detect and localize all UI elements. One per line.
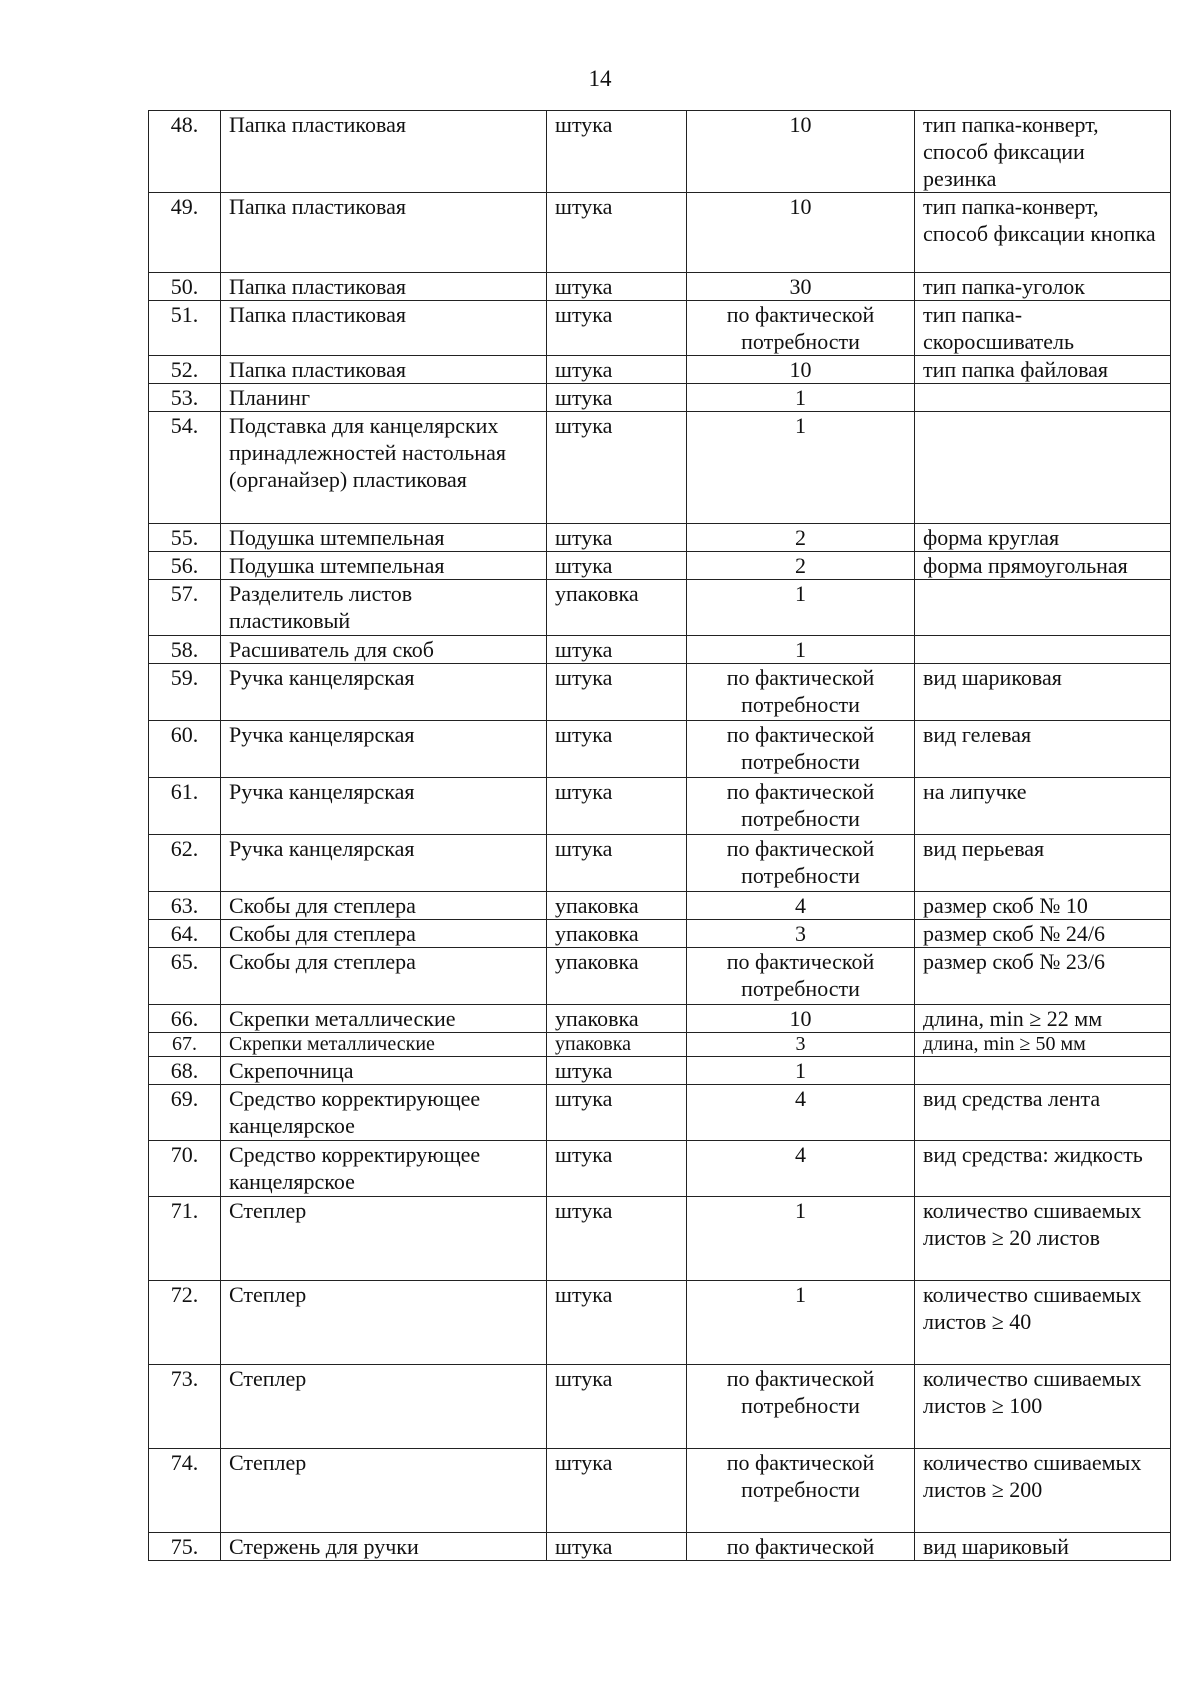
table-row [149,892,1171,920]
table-row [149,273,1171,301]
table-row [149,835,1171,892]
item-characteristics: количество сшиваемых листов ≥ 40 [915,1281,1171,1365]
row-number: 59. [149,664,221,721]
table-row [149,1057,1171,1085]
row-number: 53. [149,384,221,412]
item-characteristics: на липучке [915,778,1171,835]
item-unit: штука [547,1533,687,1561]
item-name: Ручка канцелярская [221,835,547,892]
table-row [149,920,1171,948]
item-unit: штука [547,1365,687,1449]
item-quantity: 1 [687,384,915,412]
table-row [149,1449,1171,1533]
item-unit: штука [547,412,687,524]
item-characteristics [915,580,1171,636]
item-name: Средство корректирующее канцелярское [221,1085,547,1141]
row-number: 69. [149,1085,221,1141]
row-number: 56. [149,552,221,580]
item-name: Разделитель листов пластиковый [221,580,547,636]
item-unit: штука [547,1197,687,1281]
row-number: 62. [149,835,221,892]
item-characteristics: длина, min ≥ 22 мм [915,1005,1171,1033]
item-characteristics: вид перьевая [915,835,1171,892]
item-characteristics [915,1057,1171,1085]
item-name: Скрепки металлические [221,1033,547,1057]
row-number: 67. [149,1033,221,1057]
table-row [149,111,1171,193]
item-name: Степлер [221,1449,547,1533]
item-name: Ручка канцелярская [221,664,547,721]
item-characteristics: размер скоб № 10 [915,892,1171,920]
item-quantity: 10 [687,356,915,384]
row-number: 70. [149,1141,221,1197]
item-name: Скобы для степлера [221,892,547,920]
item-unit: штука [547,1085,687,1141]
item-name: Папка пластиковая [221,301,547,356]
table-row [149,636,1171,664]
table-row [149,1533,1171,1561]
item-characteristics: вид средства лента [915,1085,1171,1141]
table-row [149,301,1171,356]
item-name: Планинг [221,384,547,412]
table-row [149,721,1171,778]
row-number: 49. [149,193,221,273]
page-number: 14 [588,66,612,91]
item-quantity: 10 [687,193,915,273]
item-quantity: 10 [687,1005,915,1033]
item-name: Ручка канцелярская [221,778,547,835]
row-number: 55. [149,524,221,552]
row-number: 48. [149,111,221,193]
item-characteristics: тип папка-уголок [915,273,1171,301]
item-unit: штука [547,301,687,356]
item-unit: штука [547,193,687,273]
item-quantity: по фактической потребности [687,948,915,1005]
row-number: 71. [149,1197,221,1281]
table-row [149,524,1171,552]
item-characteristics: форма круглая [915,524,1171,552]
item-unit: штука [547,356,687,384]
item-unit: штука [547,636,687,664]
item-characteristics: вид гелевая [915,721,1171,778]
table-row [149,384,1171,412]
item-quantity: 1 [687,412,915,524]
item-unit: штука [547,1449,687,1533]
item-characteristics [915,412,1171,524]
item-name: Подушка штемпельная [221,524,547,552]
item-unit: упаковка [547,1005,687,1033]
item-characteristics: длина, min ≥ 50 мм [915,1033,1171,1057]
table-row [149,1141,1171,1197]
item-unit: штука [547,524,687,552]
item-unit: штука [547,1141,687,1197]
item-name: Скобы для степлера [221,920,547,948]
table-row [149,664,1171,721]
item-quantity: 1 [687,636,915,664]
table-row [149,412,1171,524]
item-name: Скобы для степлера [221,948,547,1005]
item-characteristics: вид шариковая [915,664,1171,721]
item-unit: штука [547,1057,687,1085]
item-characteristics: количество сшиваемых листов ≥ 100 [915,1365,1171,1449]
item-characteristics: тип папка-скоросшиватель [915,301,1171,356]
table-row [149,193,1171,273]
row-number: 68. [149,1057,221,1085]
item-name: Подставка для канцелярских принадлежностей настольная (органайзер) пластиковая [221,412,547,524]
item-unit: упаковка [547,920,687,948]
item-quantity: по фактической потребности [687,1365,915,1449]
row-number: 66. [149,1005,221,1033]
item-quantity: по фактической потребности [687,721,915,778]
item-quantity: по фактической [687,1533,915,1561]
item-name: Папка пластиковая [221,193,547,273]
item-quantity: 1 [687,580,915,636]
item-quantity: 30 [687,273,915,301]
item-characteristics: тип папка-конверт, способ фиксации резинка [915,111,1171,193]
item-characteristics: тип папка файловая [915,356,1171,384]
row-number: 54. [149,412,221,524]
item-unit: упаковка [547,948,687,1005]
item-unit: упаковка [547,892,687,920]
row-number: 50. [149,273,221,301]
row-number: 63. [149,892,221,920]
item-quantity: по фактической потребности [687,835,915,892]
item-unit: упаковка [547,1033,687,1057]
item-quantity: по фактической потребности [687,664,915,721]
item-quantity: по фактической потребности [687,778,915,835]
item-characteristics [915,636,1171,664]
table-row [149,356,1171,384]
item-unit: штука [547,384,687,412]
row-number: 73. [149,1365,221,1449]
item-name: Скрепочница [221,1057,547,1085]
item-quantity: 10 [687,111,915,193]
item-unit: штука [547,664,687,721]
item-characteristics: вид шариковый [915,1533,1171,1561]
table-row [149,1033,1171,1057]
item-name: Скрепки металлические [221,1005,547,1033]
item-unit: штука [547,778,687,835]
table-row [149,1085,1171,1141]
item-quantity: 1 [687,1197,915,1281]
item-quantity: 1 [687,1057,915,1085]
item-unit: штука [547,273,687,301]
row-number: 58. [149,636,221,664]
item-quantity: 2 [687,524,915,552]
row-number: 64. [149,920,221,948]
item-name: Степлер [221,1197,547,1281]
item-quantity: 3 [687,1033,915,1057]
item-characteristics: количество сшиваемых листов ≥ 200 [915,1449,1171,1533]
table-row [149,1281,1171,1365]
items-table [148,110,1171,1561]
item-quantity: по фактической потребности [687,301,915,356]
row-number: 52. [149,356,221,384]
row-number: 72. [149,1281,221,1365]
table-row [149,948,1171,1005]
item-characteristics: вид средства: жидкость [915,1141,1171,1197]
item-quantity: 4 [687,1141,915,1197]
table-row [149,552,1171,580]
item-name: Папка пластиковая [221,273,547,301]
item-name: Папка пластиковая [221,111,547,193]
item-name: Подушка штемпельная [221,552,547,580]
item-quantity: 3 [687,920,915,948]
item-quantity: 4 [687,892,915,920]
item-quantity: по фактической потребности [687,1449,915,1533]
row-number: 60. [149,721,221,778]
item-characteristics: количество сшиваемых листов ≥ 20 листов [915,1197,1171,1281]
item-quantity: 4 [687,1085,915,1141]
table-row [149,1197,1171,1281]
item-unit: упаковка [547,580,687,636]
item-characteristics: размер скоб № 23/6 [915,948,1171,1005]
row-number: 74. [149,1449,221,1533]
item-characteristics [915,384,1171,412]
item-quantity: 2 [687,552,915,580]
table-row [149,778,1171,835]
item-unit: штука [547,1281,687,1365]
row-number: 61. [149,778,221,835]
table-row [149,1365,1171,1449]
row-number: 57. [149,580,221,636]
item-characteristics: форма прямоугольная [915,552,1171,580]
row-number: 75. [149,1533,221,1561]
item-characteristics: размер скоб № 24/6 [915,920,1171,948]
item-quantity: 1 [687,1281,915,1365]
item-name: Степлер [221,1365,547,1449]
item-name: Папка пластиковая [221,356,547,384]
item-unit: штука [547,835,687,892]
row-number: 65. [149,948,221,1005]
item-name: Степлер [221,1281,547,1365]
row-number: 51. [149,301,221,356]
table-row [149,580,1171,636]
item-unit: штука [547,721,687,778]
table-row [149,1005,1171,1033]
item-unit: штука [547,552,687,580]
item-name: Расшиватель для скоб [221,636,547,664]
item-unit: штука [547,111,687,193]
item-name: Средство корректирующее канцелярское [221,1141,547,1197]
item-name: Стержень для ручки [221,1533,547,1561]
item-characteristics: тип папка-конверт, способ фиксации кнопка [915,193,1171,273]
item-name: Ручка канцелярская [221,721,547,778]
